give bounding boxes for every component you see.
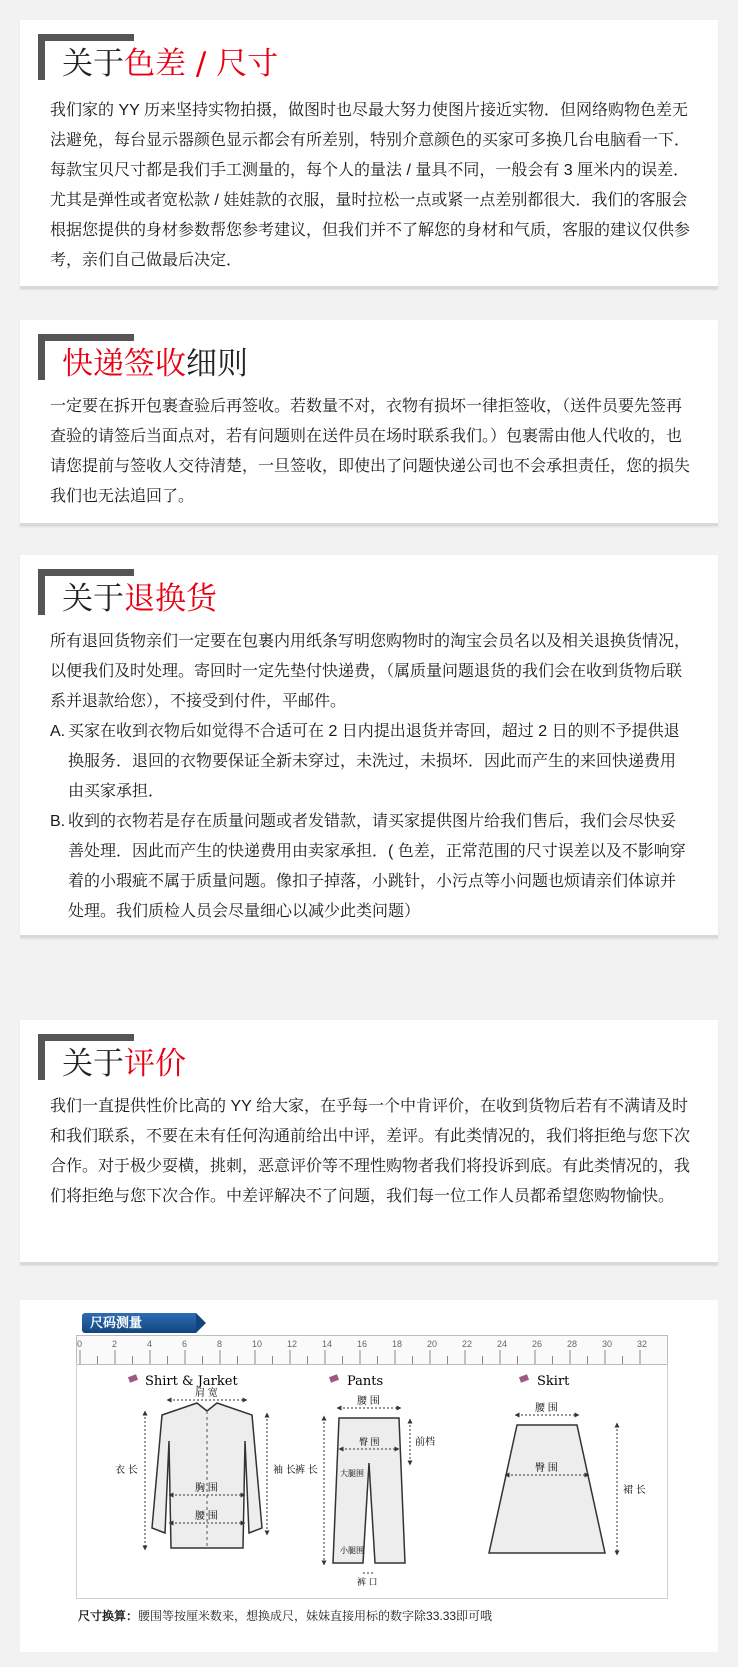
bullet-icon <box>129 1377 137 1380</box>
return-exchange-section <box>20 555 718 938</box>
ruler-tick-label: 14 <box>322 1339 333 1349</box>
section-header <box>20 320 718 388</box>
ruler-tick-label: 16 <box>357 1339 368 1349</box>
section-title: 关于色差 / 尺寸 <box>62 46 279 82</box>
ruler-tick-label: 32 <box>637 1339 648 1349</box>
length-label: 衣 长 <box>115 1465 138 1476</box>
section-body <box>20 1088 718 1212</box>
ruler-tick-label: 20 <box>427 1339 438 1349</box>
skirt-hip-label: 臀 围 <box>535 1463 558 1474</box>
section-title: 关于退换货 <box>62 581 217 617</box>
garment-diagrams <box>76 1363 668 1599</box>
ruler-tick-label: 22 <box>462 1339 473 1349</box>
pants-waist-label: 腰 围 <box>357 1396 380 1407</box>
section-header <box>20 555 718 623</box>
waist-label: 腰 围 <box>195 1511 218 1522</box>
size-measure-chart <box>20 1300 718 1652</box>
paragraph: 我们一直提供性价比高的 YY 给大家，在乎每一个中肯评价，在收到货物后若有不满请及时和我们联系，不要在未有任何沟通前给出中评，差评。有此类情况的，我们将拒绝与您下次合作。对于极少耍横，挑刺，恶意评价等不理性购物者我们将投诉到底。有此类情况的，我们将拒绝与您下次合作。中差评解决不了问题，我们每一位工作人员都希望您购物愉快。 <box>50 1098 691 1205</box>
pants-hip-label: 臀 围 <box>359 1437 380 1447</box>
thigh-label: 大腿围 <box>340 1469 364 1478</box>
pants-title: Pants <box>347 1374 384 1389</box>
ruler-tick-label: 2 <box>112 1339 118 1349</box>
ruler-tick-label: 0 <box>77 1339 83 1349</box>
shirt-diagram <box>115 1374 296 1548</box>
ruler-tick-label: 30 <box>602 1339 613 1349</box>
list-item-b <box>50 807 690 927</box>
list-marker: A. <box>50 723 66 740</box>
ruler-tick-label: 4 <box>147 1339 153 1349</box>
section-body <box>20 88 718 276</box>
ruler-tick-label: 8 <box>217 1339 223 1349</box>
ruler-tick-label: 18 <box>392 1339 403 1349</box>
section-title: 关于评价 <box>62 1046 186 1082</box>
list-item-a <box>50 717 690 807</box>
skirt-waist-label: 腰 围 <box>535 1403 558 1414</box>
ruler-tick-label: 26 <box>532 1339 543 1349</box>
paragraph: 所有退回货物亲们一定要在包裹内用纸条写明您购物时的淘宝会员名以及相关退换货情况，以便我们及时处理。寄回时一定先垫付快递费，（属质量问题退货的我们会在收到货物后联系并退款给您），不接受到付件，平邮件。 <box>50 633 691 710</box>
list-item-text: 收到的衣物若是存在质量问题或者发错款，请买家提供图片给我们售后，我们会尽快妥善处理．因此而产生的快递费用由卖家承担．( 色差，正常范围的尺寸误差以及不影响穿着的小瑕疵不属于质量问题。像扣子掉落，小跳针，小污点等小问题也烦请亲们体谅并处理。我们质检人员会尽量细心以减少此类问题） <box>68 813 686 920</box>
calf-label: 小腿围 <box>340 1546 364 1555</box>
ruler-tick-label: 24 <box>497 1339 508 1349</box>
skirt-title: Skirt <box>537 1374 570 1389</box>
pants-diagram <box>295 1374 435 1587</box>
size-badge: 尺码测量 <box>82 1313 196 1333</box>
shoulder-label: 肩 宽 <box>195 1388 218 1399</box>
section-body <box>20 388 718 512</box>
bullet-icon <box>520 1377 528 1380</box>
section-title: 快递签收细则 <box>62 346 248 382</box>
delivery-sign-section <box>20 320 718 526</box>
size-conversion-note: 尺寸换算：腰围等按厘米数来，想换成尺，妹妹直接用标的数字除33.33即可哦 <box>78 1609 493 1623</box>
section-header <box>20 20 718 88</box>
skirt-diagram <box>489 1374 646 1553</box>
ruler-tick-label: 12 <box>287 1339 298 1349</box>
color-size-section <box>20 20 718 289</box>
ruler <box>76 1335 668 1365</box>
skirt-length-label: 裙 长 <box>623 1485 646 1496</box>
shirt-title: Shirt & Jarket <box>145 1374 238 1389</box>
section-body <box>20 623 718 927</box>
paragraph: 一定要在拆开包裹查验后再签收。若数量不对，衣物有损坏一律拒签收，（送件员要先签再查验的请签后当面点对，若有问题则在送件员在场时联系我们。）包裹需由他人代收的，也请您提前与签收人交待清楚，一旦签收，即使出了问题快递公司也不会承担责任，您的损失我们也无法追回了。 <box>50 398 691 505</box>
list-item-text: 买家在收到衣物后如觉得不合适可在 2 日内提出退货并寄回，超过 2 日的则不予提供退换服务．退回的衣物要保证全新未穿过，未洗过，未损坏．因此而产生的来回快递费用由买家承担． <box>68 723 680 800</box>
ruler-tick-label: 6 <box>182 1339 188 1349</box>
bullet-icon <box>330 1377 338 1380</box>
list-marker: B. <box>50 813 66 830</box>
paragraph: 我们家的 YY 历来坚持实物拍摄，做图时也尽最大努力使图片接近实物．但网络购物色差无法避免，每台显示器颜色显示都会有所差别，特别介意颜色的买家可多换几台电脑看一下．每款宝贝尺寸都是我们手工测量的，每个人的量法 / 量具不同，一般会有 3 厘米内的误差．尤其是弹性或者宽松款 / 娃娃款的衣服，量时拉松一点或紧一点差别都很大．我们的客服会根据您提供的身材参数帮您参考建议，但我们并不了解您的身材和气质，客服的建议仅供参考，亲们自己做最后决定． <box>50 102 691 269</box>
ruler-tick-label: 10 <box>252 1339 263 1349</box>
section-header <box>20 1020 718 1088</box>
ruler-tick-label: 28 <box>567 1339 578 1349</box>
chest-label: 胸 围 <box>195 1483 218 1494</box>
sleeve-label: 袖 长 <box>273 1465 296 1476</box>
review-section <box>20 1020 718 1265</box>
front-rise-label: 前档 <box>415 1437 435 1448</box>
hem-label: 裤 口 <box>357 1577 378 1587</box>
pants-length-label: 裤 长 <box>295 1465 318 1476</box>
